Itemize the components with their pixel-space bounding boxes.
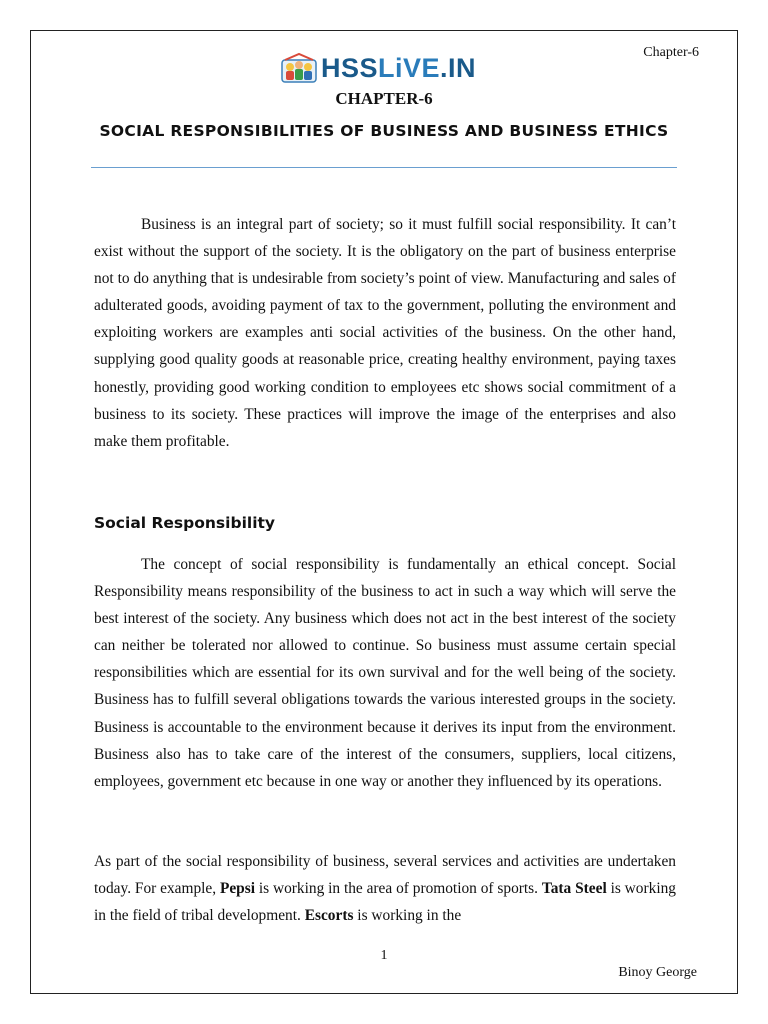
chapter-heading: CHAPTER-6 <box>335 89 433 108</box>
page-number: 1 <box>380 948 388 963</box>
company-pepsi: Pepsi <box>219 880 256 898</box>
company-escorts: Escorts <box>304 907 354 925</box>
concept-paragraph: The concept of social responsibility is fundamentally an ethical concept. Social Responsibility means responsibility of the business to act in such a way which will serve the best interest of the society. Any business which does not act in the best interest of the society can neither be tolerated nor allowed to continue. So business must assume certain special responsibilities which are essential for its own survival and for the well being of the society. Business has to fulfill several obligations towards the various interested groups in the society. Business is accountable to the environment because it derives its input from the environment. Business also has to take care of the interest of the consumers, suppliers, local citizens, employees, government etc because in one way or another they influenced by its operations. <box>94 556 676 790</box>
examples-paragraph: As part of the social responsibility of business, several services and activities are undertaken today. For example, Pepsi is working in the area of promotion of sports. Tata Steel is working in the field of tribal development. Escorts is working in the <box>94 853 676 925</box>
site-logo <box>281 51 476 85</box>
logo-wordmark: HSSLiVE.IN <box>321 52 477 83</box>
students-logo-icon <box>281 52 317 84</box>
chapter-tag: Chapter-6 <box>643 45 699 60</box>
intro-paragraph: Business is an integral part of society; so it must fulfill social responsibility. It can’t exist without the support of the society. It is the obligatory on the part of business enterprise not to do anything that is undesirable from society’s point of view. Manufacturing and sales of adulterated goods, avoiding payment of tax to the government, polluting the environment and exploiting workers are examples anti social activities of the business. On the other hand, supplying good quality goods at reasonable price, creating healthy environment, paying taxes honestly, providing good working condition to employees etc shows social commitment of a business to its society. These practices will improve the image of the enterprises and also make them profitable. <box>94 216 676 450</box>
title-divider <box>91 167 677 168</box>
author-name: Binoy George <box>618 965 697 980</box>
company-tata-steel: Tata Steel <box>541 880 607 898</box>
page-title: SOCIAL RESPONSIBILITIES OF BUSINESS AND BUSINESS ETHICS <box>99 122 669 140</box>
document-page <box>30 30 738 994</box>
section-heading: Social Responsibility <box>94 514 276 532</box>
